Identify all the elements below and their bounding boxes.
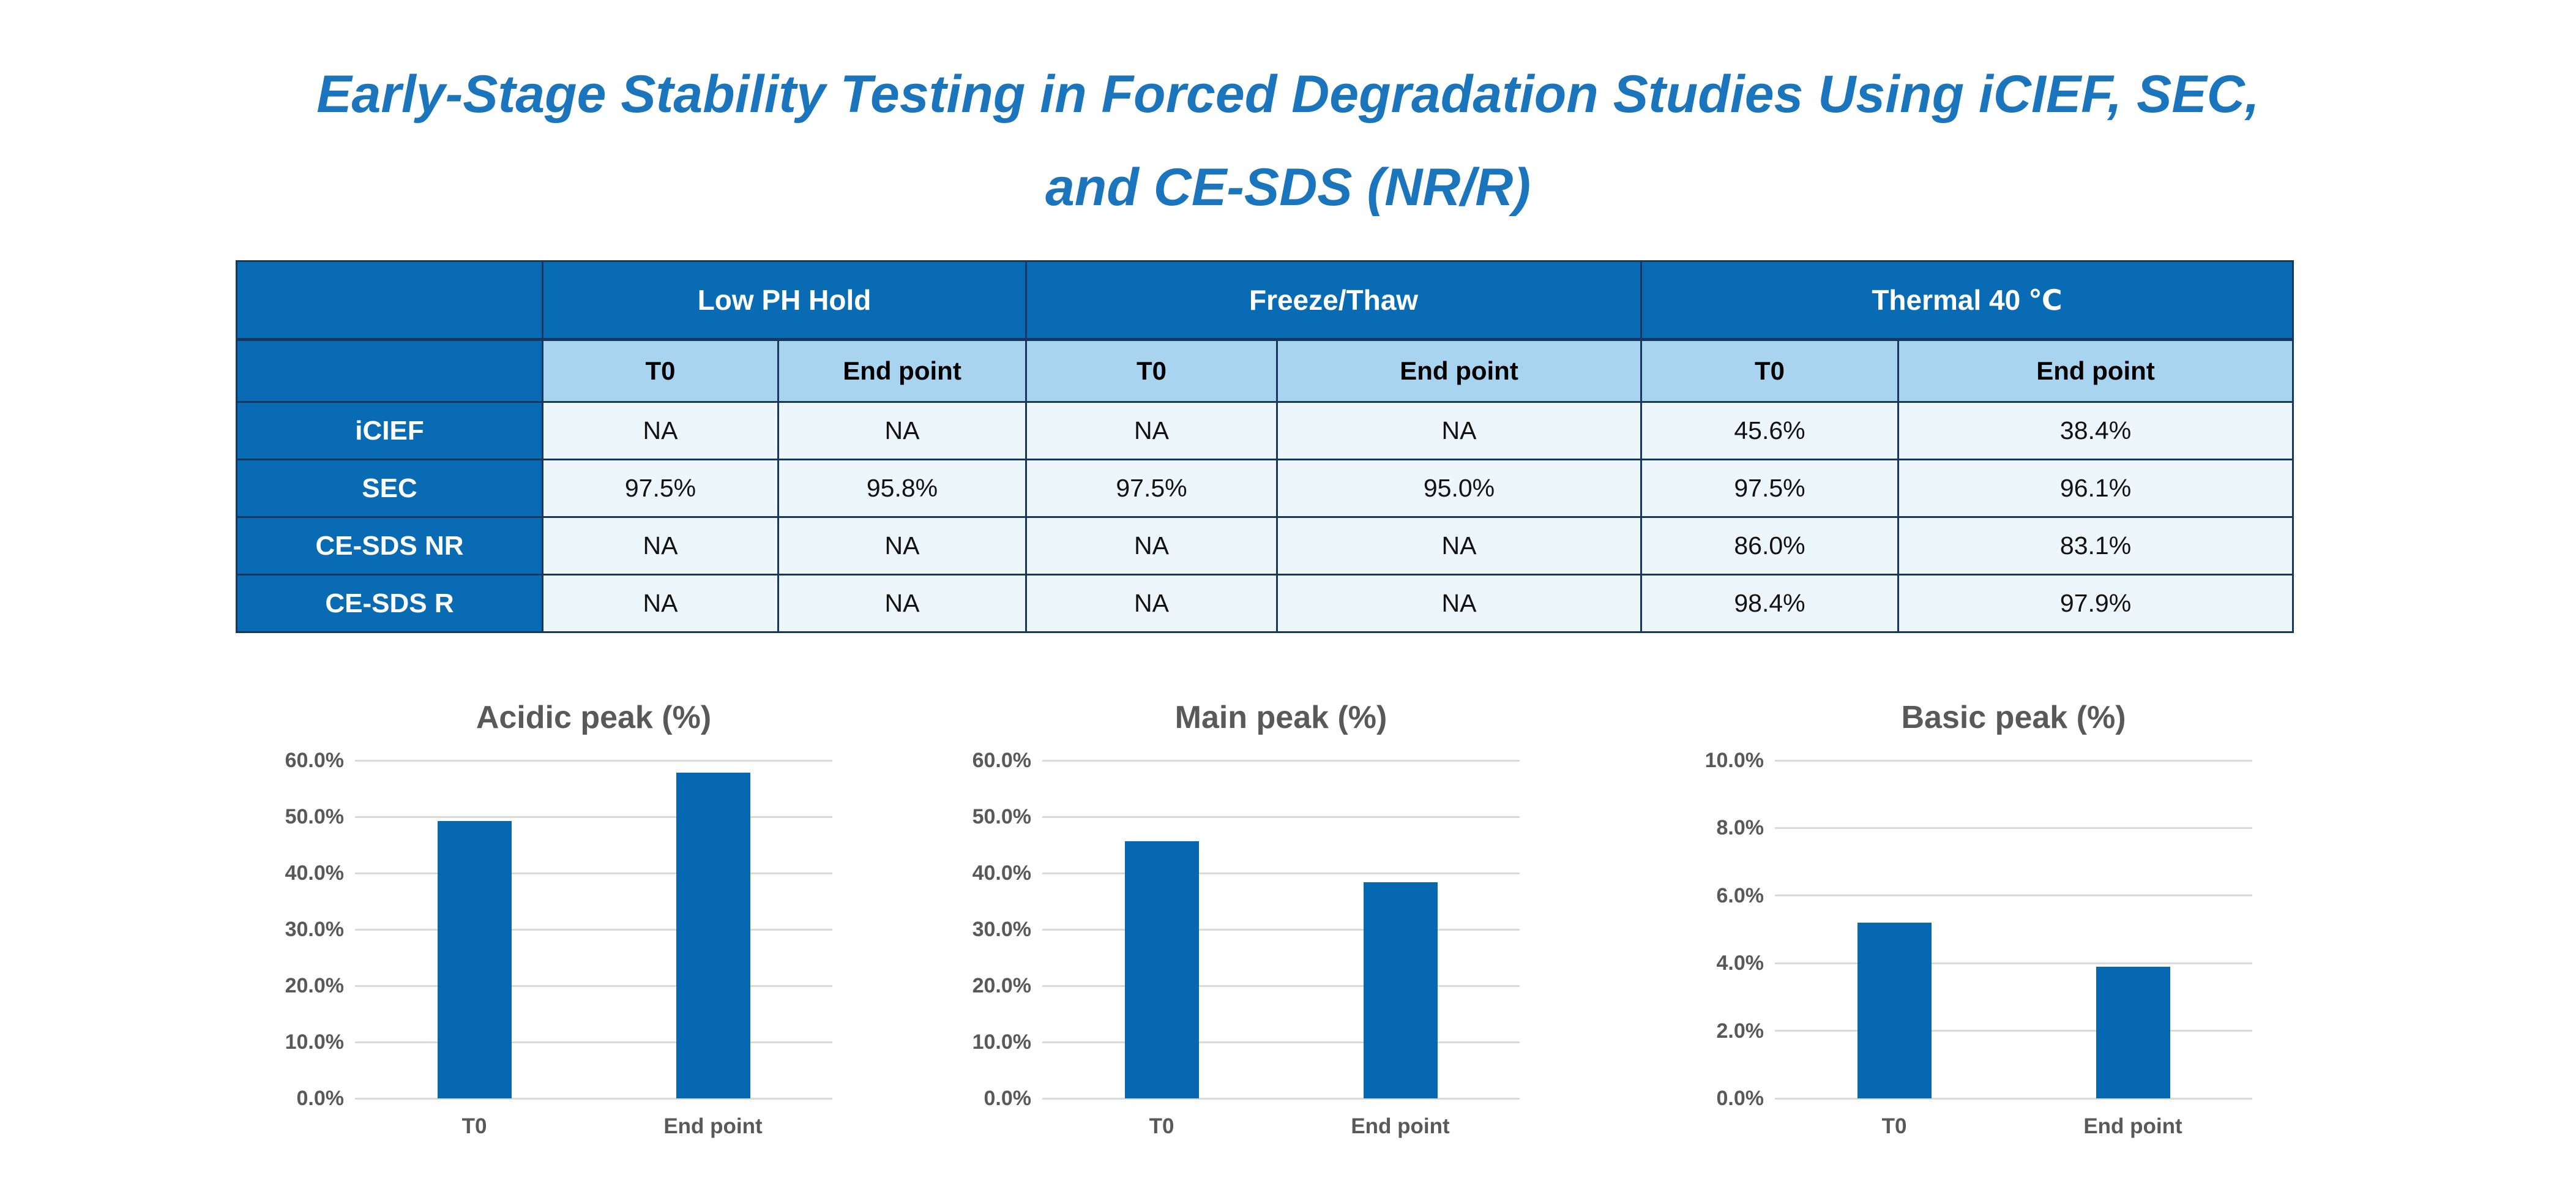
table-cell: 95.8% — [778, 460, 1026, 517]
y-axis-tick-label: 50.0% — [285, 805, 344, 828]
bar-end-point — [676, 773, 750, 1098]
table-cell: NA — [543, 517, 778, 575]
table-cell: 83.1% — [1898, 517, 2293, 575]
table-cell: 86.0% — [1641, 517, 1898, 575]
y-axis-tick-label: 0.0% — [1716, 1087, 1764, 1110]
table-subheader-row — [237, 340, 2293, 402]
gridline — [355, 929, 832, 931]
gridline — [355, 816, 832, 818]
table-row — [237, 460, 2293, 517]
chart-title: Main peak (%) — [1174, 700, 1387, 735]
table-cell: 45.6% — [1641, 402, 1898, 460]
gridline — [1042, 985, 1520, 987]
table-cell: 38.4% — [1898, 402, 2293, 460]
row-label: CE-SDS NR — [237, 517, 543, 575]
gridline — [1042, 1098, 1520, 1100]
page-title-line1: Early-Stage Stability Testing in Forced Degradation Studies Using iCIEF, SEC, — [316, 65, 2260, 124]
bar-chart-basic-peak — [1677, 691, 2274, 1174]
bar-t0 — [438, 821, 512, 1098]
y-axis-tick-label: 8.0% — [1716, 816, 1764, 840]
y-axis-tick-label: 20.0% — [285, 974, 344, 997]
group-header-freeze-thaw: Freeze/Thaw — [1026, 261, 1641, 340]
y-axis-tick-label: 50.0% — [972, 805, 1031, 828]
gridline — [355, 760, 832, 762]
table-cell: 98.4% — [1641, 575, 1898, 632]
chart-title: Basic peak (%) — [1901, 700, 2126, 735]
table-cell: NA — [543, 575, 778, 632]
table-cell: 97.5% — [1026, 460, 1277, 517]
table-cell: 97.9% — [1898, 575, 2293, 632]
y-axis-tick-label: 20.0% — [972, 974, 1031, 997]
y-axis-tick-label: 60.0% — [285, 749, 344, 772]
gridline — [1042, 1041, 1520, 1043]
bar-end-point — [1364, 882, 1438, 1098]
row-label: iCIEF — [237, 402, 543, 460]
x-category-label: End point — [663, 1114, 763, 1138]
y-axis-tick-label: 10.0% — [972, 1030, 1031, 1054]
y-axis-tick-label: 40.0% — [972, 861, 1031, 885]
table-group-header-row — [237, 261, 2293, 340]
gridline — [355, 872, 832, 874]
row-label: SEC — [237, 460, 543, 517]
gridline — [1775, 894, 2252, 896]
gridline — [355, 985, 832, 987]
plot-area — [355, 760, 832, 1098]
subheader-end-point: End point — [778, 340, 1026, 402]
x-category-label: T0 — [1881, 1114, 1907, 1138]
table-cell: NA — [778, 402, 1026, 460]
y-axis-tick-label: 0.0% — [984, 1087, 1031, 1110]
corner-cell — [237, 340, 543, 402]
table-cell: 95.0% — [1277, 460, 1641, 517]
table-cell: NA — [778, 575, 1026, 632]
y-axis-tick-label: 60.0% — [972, 749, 1031, 772]
y-axis-tick-label: 10.0% — [285, 1030, 344, 1054]
group-header-low-ph-hold: Low PH Hold — [543, 261, 1026, 340]
gridline — [1042, 760, 1520, 762]
x-category-label: End point — [1351, 1114, 1450, 1138]
bar-end-point — [2096, 967, 2170, 1098]
stability-results-table — [236, 260, 2294, 633]
subheader-end-point: End point — [1277, 340, 1641, 402]
gridline — [1775, 827, 2252, 829]
page-title — [0, 48, 2576, 234]
gridline — [1042, 872, 1520, 874]
subheader-end-point: End point — [1898, 340, 2293, 402]
bar-t0 — [1857, 923, 1932, 1098]
table-row — [237, 402, 2293, 460]
y-axis-tick-label: 0.0% — [296, 1087, 344, 1110]
bar-t0 — [1125, 841, 1199, 1098]
gridline — [1042, 929, 1520, 931]
gridline — [1042, 816, 1520, 818]
table-cell: NA — [1026, 575, 1277, 632]
bar-chart-acidic-peak — [257, 691, 854, 1174]
row-label: CE-SDS R — [237, 575, 543, 632]
y-axis-tick-label: 4.0% — [1716, 951, 1764, 975]
y-axis-tick-label: 6.0% — [1716, 883, 1764, 907]
x-category-label: T0 — [1149, 1114, 1174, 1138]
page-title-line2: and CE-SDS (NR/R) — [1045, 158, 1531, 217]
table-cell: NA — [778, 517, 1026, 575]
table-body — [237, 402, 2293, 632]
gridline — [1775, 760, 2252, 762]
table-cell: NA — [1026, 402, 1277, 460]
table-cell: 97.5% — [1641, 460, 1898, 517]
gridline — [355, 1098, 832, 1100]
table-cell: NA — [1277, 517, 1641, 575]
table-row — [237, 517, 2293, 575]
gridline — [1775, 962, 2252, 964]
y-axis-tick-label: 30.0% — [285, 918, 344, 941]
table-cell: 96.1% — [1898, 460, 2293, 517]
plot-area — [1775, 760, 2252, 1098]
subheader-t0: T0 — [1641, 340, 1898, 402]
chart-title: Acidic peak (%) — [476, 700, 712, 735]
corner-cell — [237, 261, 543, 340]
y-axis-tick-label: 40.0% — [285, 861, 344, 885]
y-axis-tick-label: 30.0% — [972, 918, 1031, 941]
gridline — [355, 1041, 832, 1043]
gridline — [1775, 1098, 2252, 1100]
y-axis-tick-label: 2.0% — [1716, 1019, 1764, 1043]
table-cell: NA — [1277, 575, 1641, 632]
subheader-t0: T0 — [543, 340, 778, 402]
x-category-label: T0 — [461, 1114, 487, 1138]
subheader-t0: T0 — [1026, 340, 1277, 402]
x-category-label: End point — [2083, 1114, 2182, 1138]
gridline — [1775, 1030, 2252, 1032]
table-cell: NA — [1026, 517, 1277, 575]
table-cell: NA — [543, 402, 778, 460]
table-cell: 97.5% — [543, 460, 778, 517]
table-row — [237, 575, 2293, 632]
bar-chart-main-peak — [944, 691, 1541, 1174]
table-cell: NA — [1277, 402, 1641, 460]
plot-area — [1042, 760, 1520, 1098]
group-header-thermal-40c: Thermal 40 ℃ — [1641, 261, 2293, 340]
y-axis-tick-label: 10.0% — [1704, 749, 1764, 772]
